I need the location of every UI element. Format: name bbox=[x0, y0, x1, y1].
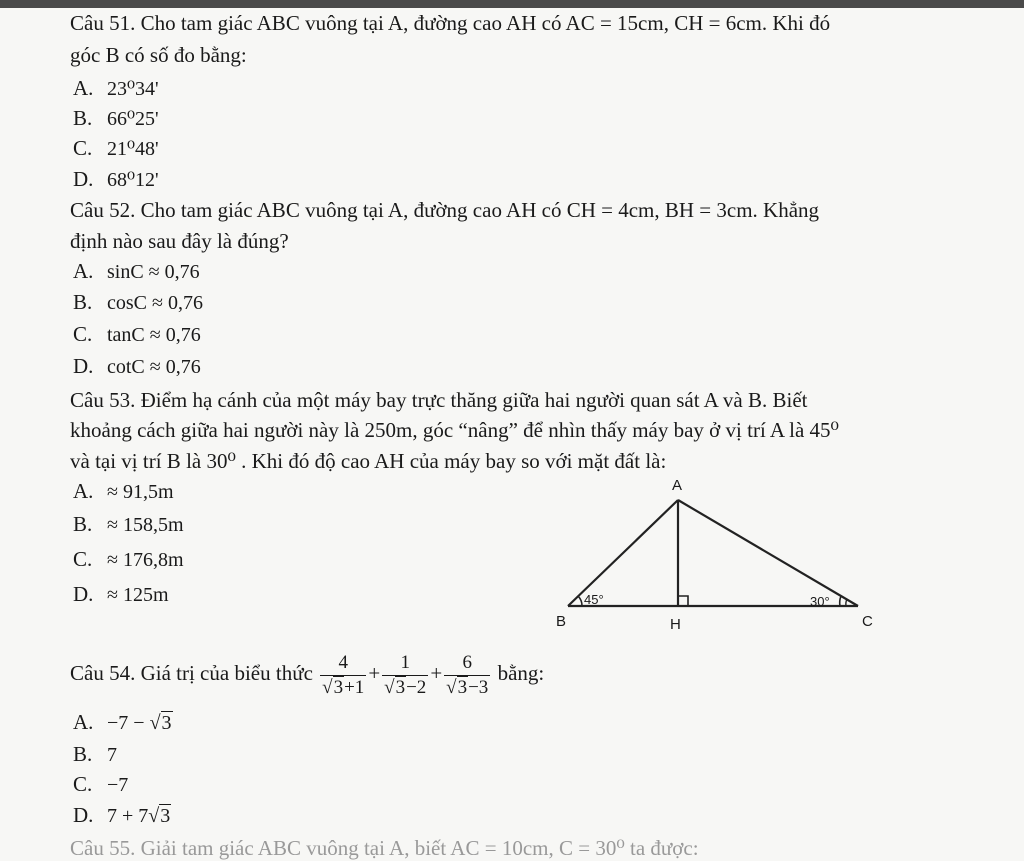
fraction-1 bbox=[320, 651, 366, 700]
q53-option-d bbox=[73, 580, 169, 609]
option-label: D. bbox=[73, 582, 94, 606]
q54-suffix: bằng: bbox=[497, 661, 545, 685]
q53-line3: và tại vị trí B là 30⁰ . Khi đó độ cao AH của máy bay so với mặt đất là: bbox=[70, 449, 667, 473]
vertex-a-label: A bbox=[672, 477, 683, 494]
q51-option-c bbox=[73, 134, 159, 163]
option-text: ≈ 176,8m bbox=[107, 549, 184, 571]
option-text: 66⁰25' bbox=[107, 108, 159, 130]
right-angle-mark bbox=[678, 596, 688, 606]
option-label: C. bbox=[73, 772, 93, 796]
angle-c-label: 30° bbox=[810, 594, 830, 609]
option-text: 21⁰48' bbox=[107, 138, 159, 160]
option-label: C. bbox=[73, 547, 93, 571]
side-ac bbox=[678, 500, 858, 606]
fraction-2-denominator: √3−2 bbox=[384, 676, 427, 698]
option-label: D. bbox=[73, 167, 94, 191]
option-text: ≈ 125m bbox=[107, 584, 169, 606]
option-label: D. bbox=[73, 803, 94, 827]
q53-line2: khoảng cách giữa hai người này là 250m, góc “nâng” để nhìn thấy máy bay ở vị trí A là 45⁰ bbox=[70, 418, 839, 442]
option-label: A. bbox=[73, 710, 94, 734]
option-label: B. bbox=[73, 742, 93, 766]
fraction-2-numerator: 1 bbox=[382, 651, 428, 676]
q52-option-d bbox=[73, 352, 201, 381]
q53-line1: Câu 53. Điểm hạ cánh của một máy bay trực thăng giữa hai người quan sát A và B. Biết bbox=[70, 388, 808, 412]
q54-option-d: D. 7 + 7√3 bbox=[73, 803, 171, 827]
fraction-3 bbox=[444, 651, 490, 700]
q51-line2: góc B có số đo bằng: bbox=[70, 43, 247, 67]
q52-line2: định nào sau đây là đúng? bbox=[70, 229, 289, 253]
angle-c-arc bbox=[840, 596, 841, 606]
option-text: tanC ≈ 0,76 bbox=[107, 324, 201, 346]
top-border bbox=[0, 0, 1024, 8]
side-ba bbox=[568, 500, 678, 606]
option-label: A. bbox=[73, 259, 94, 283]
option-label: B. bbox=[73, 106, 93, 130]
option-label: D. bbox=[73, 354, 94, 378]
option-label: A. bbox=[73, 76, 94, 100]
vertex-h-label: H bbox=[670, 616, 681, 633]
q51-option-b bbox=[73, 104, 159, 133]
q53-option-b bbox=[73, 510, 184, 539]
plus-sign-2: + bbox=[430, 661, 443, 685]
q53-option-a bbox=[73, 477, 174, 506]
option-text: cotC ≈ 0,76 bbox=[107, 356, 201, 378]
option-text: sinC ≈ 0,76 bbox=[107, 261, 200, 283]
q52-line1: Câu 52. Cho tam giác ABC vuông tại A, đường cao AH có CH = 4cm, BH = 3cm. Khẳng bbox=[70, 198, 820, 222]
vertex-c-label: C bbox=[862, 613, 873, 630]
option-label: B. bbox=[73, 512, 93, 536]
fraction-2 bbox=[382, 651, 428, 700]
option-text: 23⁰34' bbox=[107, 78, 159, 100]
option-label: C. bbox=[73, 136, 93, 160]
fraction-3-denominator: √3−3 bbox=[446, 676, 489, 698]
option-label: B. bbox=[73, 290, 93, 314]
fraction-3-numerator: 6 bbox=[444, 651, 490, 676]
q51-option-a bbox=[73, 74, 159, 103]
option-label: A. bbox=[73, 479, 94, 503]
q53-option-c bbox=[73, 545, 184, 574]
q54-line bbox=[70, 645, 544, 701]
option-text: ≈ 91,5m bbox=[107, 481, 174, 503]
angle-b-label: 45° bbox=[584, 592, 604, 607]
q54-prefix: Câu 54. Giá trị của biểu thức bbox=[70, 661, 313, 685]
q54-option-c: C. −7 bbox=[73, 772, 129, 796]
option-text: 68⁰12' bbox=[107, 169, 159, 191]
option-text: ≈ 158,5m bbox=[107, 514, 184, 536]
q52-option-c bbox=[73, 320, 201, 349]
q52-option-a bbox=[73, 257, 200, 286]
q51-option-d bbox=[73, 165, 159, 194]
q54-option-a: A. −7 − √3 bbox=[73, 710, 172, 734]
fraction-1-denominator: √3+1 bbox=[322, 676, 365, 698]
angle-b-arc bbox=[578, 596, 582, 606]
option-text: cosC ≈ 0,76 bbox=[107, 292, 203, 314]
q54-option-b: B. 7 bbox=[73, 742, 117, 766]
q55-cut-line: Câu 55. Giải tam giác ABC vuông tại A, biết AC = 10cm, C = 30⁰ ta được: bbox=[70, 836, 699, 860]
plus-sign-1: + bbox=[368, 661, 381, 685]
option-label: C. bbox=[73, 322, 93, 346]
q51-line1: Câu 51. Cho tam giác ABC vuông tại A, đường cao AH có AC = 15cm, CH = 6cm. Khi đó bbox=[70, 11, 831, 35]
triangle-figure bbox=[548, 474, 888, 634]
q52-option-b bbox=[73, 288, 203, 317]
fraction-1-numerator: 4 bbox=[320, 651, 366, 676]
vertex-b-label: B bbox=[556, 613, 567, 630]
